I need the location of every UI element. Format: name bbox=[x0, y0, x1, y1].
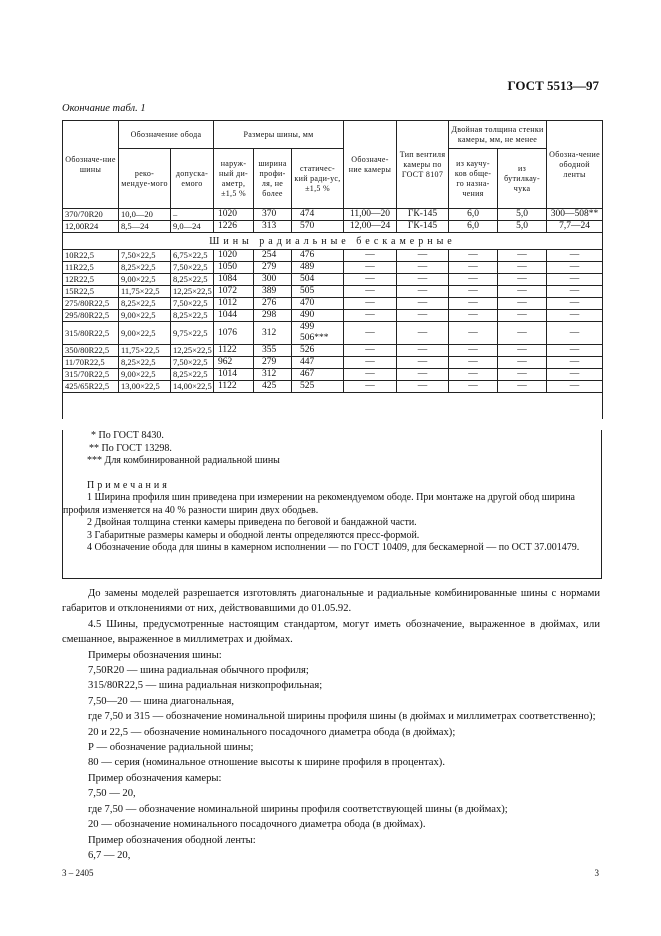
table-row bbox=[63, 381, 603, 393]
cell-profile-width: 300 bbox=[254, 274, 292, 286]
cell-valve: — bbox=[397, 274, 449, 286]
cell-rim-allow: 7,50×22,5 bbox=[171, 298, 214, 310]
col-size: Размеры шины, мм bbox=[214, 121, 344, 149]
note: 4 Обозначение обода для шины в камерном исполнении — по ГОСТ 10409, для бескамерной — по ОСТ 37.001479. bbox=[87, 542, 580, 553]
paragraph: 4.5 Шины, предусмотренные настоящим стандартом, могут иметь обозначение, выраженное в дюймах, или смешанное, выраженное в миллиметрах и дюймах. bbox=[62, 618, 600, 646]
cell-tube: — bbox=[344, 262, 397, 274]
footnote: * По ГОСТ 8430. bbox=[91, 430, 164, 441]
cell-static-radius: 504 bbox=[292, 274, 344, 286]
cell-wall-rubber: 6,0 bbox=[449, 209, 498, 221]
tire-table bbox=[62, 120, 603, 419]
table-continuation-label: Окончание табл. 1 bbox=[62, 103, 146, 114]
cell-tire: 425/65R22,5 bbox=[63, 381, 119, 393]
cell-wall-rubber: — bbox=[449, 381, 498, 393]
cell-flap: — bbox=[547, 250, 603, 262]
paragraph: 20 и 22,5 — обозначение номинального посадочного диаметра обода (в дюймах); bbox=[88, 726, 456, 738]
cell-static-radius: 476 bbox=[292, 250, 344, 262]
cell-wall-butyl: 5,0 bbox=[498, 221, 547, 233]
cell-profile-width: 389 bbox=[254, 286, 292, 298]
cell-tire: 350/80R22,5 bbox=[63, 345, 119, 357]
cell-rim-allow: 8,25×22,5 bbox=[171, 274, 214, 286]
cell-wall-butyl: — bbox=[498, 345, 547, 357]
cell-flap: — bbox=[547, 274, 603, 286]
cell-profile-width: 313 bbox=[254, 221, 292, 233]
cell-outer-diameter: 1050 bbox=[214, 262, 254, 274]
cell-rim-rec: 9,00×22,5 bbox=[119, 369, 171, 381]
cell-flap: 7,7—24 bbox=[547, 221, 603, 233]
cell-flap: — bbox=[547, 369, 603, 381]
paragraph: 315/80R22,5 — шина радиальная низкопрофильная; bbox=[88, 680, 323, 692]
cell-wall-rubber: — bbox=[449, 369, 498, 381]
cell-outer-diameter: 1076 bbox=[214, 322, 254, 345]
cell-rim-allow: 7,50×22,5 bbox=[171, 262, 214, 274]
cell-wall-rubber: — bbox=[449, 274, 498, 286]
paragraph: 7,50R20 — шина радиальная обычного профиля; bbox=[88, 665, 309, 677]
cell-tube: — bbox=[344, 298, 397, 310]
cell-profile-width: 370 bbox=[254, 209, 292, 221]
cell-valve: — bbox=[397, 345, 449, 357]
cell-valve: — bbox=[397, 298, 449, 310]
cell-tube: — bbox=[344, 345, 397, 357]
cell-static-radius: 525 bbox=[292, 381, 344, 393]
paragraph: 7,50 — 20, bbox=[88, 788, 136, 800]
paragraph: где 7,50 — обозначение номинальной ширины профиля соответствующей шины (в дюймах); bbox=[88, 803, 508, 815]
cell-wall-butyl: — bbox=[498, 298, 547, 310]
cell-profile-width: 355 bbox=[254, 345, 292, 357]
cell-flap: — bbox=[547, 345, 603, 357]
cell-rim-allow: 14,00×22,5 bbox=[171, 381, 214, 393]
cell-flap: — bbox=[547, 298, 603, 310]
col-outer: наруж-ный ди-аметр, ±1,5 % bbox=[214, 149, 254, 209]
footnote: ** По ГОСТ 13298. bbox=[89, 442, 172, 454]
cell-wall-butyl: — bbox=[498, 369, 547, 381]
cell-flap: — bbox=[547, 381, 603, 393]
table-row bbox=[63, 262, 603, 274]
section-heading: Шины радиальные бескамерные bbox=[63, 233, 603, 250]
cell-rim-rec: 8,25×22,5 bbox=[119, 357, 171, 369]
cell-outer-diameter: 1020 bbox=[214, 250, 254, 262]
cell-outer-diameter: 1020 bbox=[214, 209, 254, 221]
cell-rim-allow: 6,75×22,5 bbox=[171, 250, 214, 262]
cell-rim-allow: 12,25×22,5 bbox=[171, 345, 214, 357]
cell-rim-rec: 9,00×22,5 bbox=[119, 322, 171, 345]
col-rim: Обозначение обода bbox=[119, 121, 214, 149]
note: 2 Двойная толщина стенки камеры приведена по беговой и бандажной части. bbox=[87, 517, 417, 528]
cell-outer-diameter: 1122 bbox=[214, 381, 254, 393]
cell-wall-butyl: — bbox=[498, 381, 547, 393]
cell-static-radius: 467 bbox=[292, 369, 344, 381]
cell-valve: — bbox=[397, 262, 449, 274]
cell-profile-width: 279 bbox=[254, 262, 292, 274]
cell-static-radius: 489 bbox=[292, 262, 344, 274]
cell-rim-rec: 7,50×22,5 bbox=[119, 250, 171, 262]
cell-outer-diameter: 962 bbox=[214, 357, 254, 369]
cell-valve: — bbox=[397, 250, 449, 262]
cell-static-radius: 490 bbox=[292, 310, 344, 322]
cell-outer-diameter: 1044 bbox=[214, 310, 254, 322]
col-wall-rubber: из каучу-ков обще-го назна-чения bbox=[449, 149, 498, 209]
notes-box bbox=[62, 430, 602, 579]
cell-wall-rubber: — bbox=[449, 310, 498, 322]
paragraph: где 7,50 и 315 — обозначение номинальной ширины профиля шины (в дюймах и миллиметрах соответственно); bbox=[88, 711, 596, 723]
cell-static-radius: 570 bbox=[292, 221, 344, 233]
cell-flap: — bbox=[547, 262, 603, 274]
cell-tube: — bbox=[344, 286, 397, 298]
cell-valve: — bbox=[397, 322, 449, 345]
cell-tire: 12R22,5 bbox=[63, 274, 119, 286]
paragraph: До замены моделей разрешается изготовлять диагональные и радиальные комбинированные шины с нормами габаритов и отклонениями от них, действовавшими до 01.05.92. bbox=[62, 588, 600, 615]
cell-outer-diameter: 1072 bbox=[214, 286, 254, 298]
cell-tire: 11R22,5 bbox=[63, 262, 119, 274]
cell-tire: 315/70R22,5 bbox=[63, 369, 119, 381]
cell-rim-rec: 13,00×22,5 bbox=[119, 381, 171, 393]
cell-flap: — bbox=[547, 322, 603, 345]
cell-valve: — bbox=[397, 369, 449, 381]
cell-wall-rubber: — bbox=[449, 250, 498, 262]
cell-rim-allow: – bbox=[171, 209, 214, 221]
cell-flap: 300—508** bbox=[547, 209, 603, 221]
col-rim-allow: допуска-емого bbox=[171, 149, 214, 209]
cell-rim-rec: 9,00×22,5 bbox=[119, 274, 171, 286]
cell-wall-rubber: — bbox=[449, 322, 498, 345]
standard-header: ГОСТ 5513—97 bbox=[507, 78, 599, 93]
cell-valve: — bbox=[397, 310, 449, 322]
paragraph: 6,7 — 20, bbox=[88, 849, 131, 861]
cell-profile-width: 276 bbox=[254, 298, 292, 310]
cell-tube: — bbox=[344, 381, 397, 393]
cell-outer-diameter: 1012 bbox=[214, 298, 254, 310]
cell-profile-width: 298 bbox=[254, 310, 292, 322]
cell-rim-allow: 9,0—24 bbox=[171, 221, 214, 233]
table-row bbox=[63, 209, 603, 221]
cell-wall-butyl: — bbox=[498, 262, 547, 274]
cell-wall-rubber: — bbox=[449, 262, 498, 274]
cell-profile-width: 312 bbox=[254, 322, 292, 345]
cell-valve: — bbox=[397, 381, 449, 393]
cell-valve: ГК-145 bbox=[397, 221, 449, 233]
col-valve: Тип вентиля камеры по ГОСТ 8107 bbox=[397, 121, 449, 209]
cell-profile-width: 279 bbox=[254, 357, 292, 369]
cell-valve: — bbox=[397, 357, 449, 369]
cell-rim-rec: 9,00×22,5 bbox=[119, 310, 171, 322]
cell-profile-width: 425 bbox=[254, 381, 292, 393]
cell-tire: 295/80R22,5 bbox=[63, 310, 119, 322]
cell-rim-rec: 10,0—20 bbox=[119, 209, 171, 221]
footnote: *** Для комбинированной радиальной шины bbox=[87, 455, 280, 466]
cell-wall-rubber: — bbox=[449, 298, 498, 310]
table-row bbox=[63, 274, 603, 286]
table-row bbox=[63, 345, 603, 357]
cell-wall-butyl: — bbox=[498, 286, 547, 298]
note: 3 Габаритные размеры камеры и ободной ленты определяются пресс-формой. bbox=[87, 529, 420, 541]
note: 1 Ширина профиля шин приведена при измерении на рекомендуемом ободе. При монтаже на другой обод ширина профиля изменяется на 40 % разности ширин двух ободьев. bbox=[63, 492, 575, 516]
cell-rim-allow: 9,75×22,5 bbox=[171, 322, 214, 345]
page-number: 3 bbox=[594, 868, 599, 878]
cell-rim-allow: 7,50×22,5 bbox=[171, 357, 214, 369]
table-row bbox=[63, 221, 603, 233]
cell-tire: 275/80R22,5 bbox=[63, 298, 119, 310]
cell-wall-rubber: 6,0 bbox=[449, 221, 498, 233]
table-row bbox=[63, 250, 603, 262]
cell-tube: — bbox=[344, 322, 397, 345]
paragraph: 20 — обозначение номинального посадочного диаметра обода (в дюймах). bbox=[88, 819, 426, 831]
cell-static-radius: 470 bbox=[292, 298, 344, 310]
cell-rim-allow: 8,25×22,5 bbox=[171, 310, 214, 322]
col-rim-rec: реко-мендуе-мого bbox=[119, 149, 171, 209]
cell-outer-diameter: 1122 bbox=[214, 345, 254, 357]
col-wall: Двойная толщина стенки камеры, мм, не менее bbox=[449, 121, 547, 149]
cell-rim-rec: 8,25×22,5 bbox=[119, 298, 171, 310]
cell-static-radius: 505 bbox=[292, 286, 344, 298]
cell-tire: 315/80R22,5 bbox=[63, 322, 119, 345]
cell-tube: — bbox=[344, 250, 397, 262]
col-radius: статичес-кий ради-ус, ±1,5 % bbox=[292, 149, 344, 209]
cell-wall-butyl: — bbox=[498, 310, 547, 322]
col-tire: Обозначе-ние шины bbox=[63, 121, 119, 209]
cell-wall-rubber: — bbox=[449, 286, 498, 298]
cell-wall-butyl: — bbox=[498, 357, 547, 369]
cell-flap: — bbox=[547, 357, 603, 369]
cell-wall-rubber: — bbox=[449, 357, 498, 369]
cell-rim-rec: 8,25×22,5 bbox=[119, 262, 171, 274]
cell-rim-rec: 8,5—24 bbox=[119, 221, 171, 233]
col-width: ширина профи-ля, не более bbox=[254, 149, 292, 209]
cell-outer-diameter: 1084 bbox=[214, 274, 254, 286]
cell-valve: ГК-145 bbox=[397, 209, 449, 221]
paragraph: Р — обозначение радиальной шины; bbox=[88, 742, 254, 754]
cell-rim-allow: 12,25×22,5 bbox=[171, 286, 214, 298]
table-row bbox=[63, 310, 603, 322]
col-wall-butyl: из бутилкау-чука bbox=[498, 149, 547, 209]
cell-valve: — bbox=[397, 286, 449, 298]
cell-wall-butyl: — bbox=[498, 274, 547, 286]
cell-static-radius: 526 bbox=[292, 345, 344, 357]
footnotes bbox=[63, 430, 601, 468]
cell-wall-butyl: — bbox=[498, 250, 547, 262]
print-code: 3 – 2405 bbox=[62, 868, 94, 878]
table-row bbox=[63, 286, 603, 298]
cell-wall-butyl: — bbox=[498, 322, 547, 345]
cell-wall-rubber: — bbox=[449, 345, 498, 357]
cell-tube: — bbox=[344, 357, 397, 369]
cell-profile-width: 312 bbox=[254, 369, 292, 381]
body-text bbox=[62, 586, 600, 863]
paragraph: Пример обозначения ободной ленты: bbox=[88, 834, 256, 846]
cell-rim-allow: 8,25×22,5 bbox=[171, 369, 214, 381]
cell-tire: 12,00R24 bbox=[63, 221, 119, 233]
notes-title: Примечания bbox=[87, 479, 170, 491]
table-row bbox=[63, 322, 603, 345]
cell-tube: 11,00—20 bbox=[344, 209, 397, 221]
cell-tube: — bbox=[344, 369, 397, 381]
cell-rim-rec: 11,75×22,5 bbox=[119, 345, 171, 357]
cell-rim-rec: 11,75×22,5 bbox=[119, 286, 171, 298]
cell-outer-diameter: 1014 bbox=[214, 369, 254, 381]
cell-flap: — bbox=[547, 310, 603, 322]
paragraph: 80 — серия (номинальное отношение высоты к ширине профиля в процентах). bbox=[88, 757, 445, 769]
col-flap: Обозна-чение ободной ленты bbox=[547, 121, 603, 209]
paragraph: Пример обозначения камеры: bbox=[88, 772, 222, 784]
cell-tire: 11/70R22,5 bbox=[63, 357, 119, 369]
paragraph: Примеры обозначения шины: bbox=[88, 649, 222, 661]
cell-wall-butyl: 5,0 bbox=[498, 209, 547, 221]
cell-tire: 370/70R20 bbox=[63, 209, 119, 221]
cell-outer-diameter: 1226 bbox=[214, 221, 254, 233]
cell-tire: 10R22,5 bbox=[63, 250, 119, 262]
cell-static-radius: 474 bbox=[292, 209, 344, 221]
paragraph: 7,50—20 — шина диагональная, bbox=[88, 695, 235, 707]
col-tube: Обозначе-ние камеры bbox=[344, 121, 397, 209]
table-row bbox=[63, 357, 603, 369]
cell-tube: — bbox=[344, 310, 397, 322]
cell-static-radius: 499 506*** bbox=[292, 322, 344, 345]
cell-tire: 15R22,5 bbox=[63, 286, 119, 298]
cell-profile-width: 254 bbox=[254, 250, 292, 262]
table-row bbox=[63, 369, 603, 381]
cell-tube: — bbox=[344, 274, 397, 286]
table-row bbox=[63, 298, 603, 310]
cell-tube: 12,00—24 bbox=[344, 221, 397, 233]
cell-static-radius: 447 bbox=[292, 357, 344, 369]
cell-flap: — bbox=[547, 286, 603, 298]
